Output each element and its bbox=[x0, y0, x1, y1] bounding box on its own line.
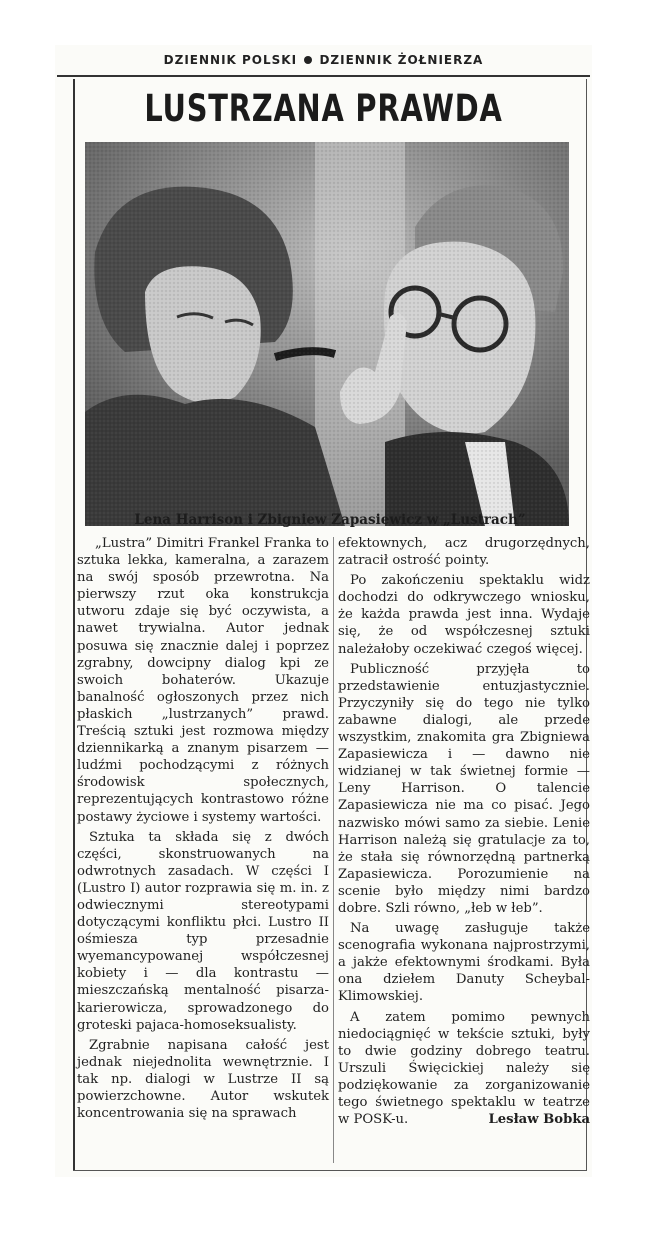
masthead-separator-icon bbox=[304, 56, 312, 64]
article-column-right bbox=[338, 535, 590, 1131]
frame-left-rule bbox=[73, 79, 75, 1171]
paragraph: Po zakończeniu spektaklu widz dochodzi do odkrywczego wniosku, że każda prawda jest inna. Wydaje się, że od współczesnej sztuki należałoby oczekiwać czegoś więcej. bbox=[338, 573, 590, 657]
masthead bbox=[55, 53, 592, 67]
article-photo bbox=[85, 142, 569, 526]
masthead-left: DZIENNIK POLSKI bbox=[163, 53, 298, 67]
newspaper-clipping bbox=[55, 45, 592, 1177]
paragraph: „Lustra” Dimitri Frankel Franka to sztuka lekka, kameralna, a zarazem na swój sposób przewrotna. Na pierwszy rzut oka konstrukcja utworu zdaje się być oczywista, a nawet trywialna. Autor jednak posuwa się znacznie dalej i poprzez zgrabny, dowcipny dialog kpi ze swoich bohaterów. Ukazuje banalność ogłoszonych przez nich płaskich „lustrzanych” prawd. Treścią sztuki jest rozmowa między dziennikarką a znanym pisarzem — ludźmi pochodzącymi z różnych środowisk społecznych, reprezentujących kontrastowo różne postawy życiowe i systemy wartości. bbox=[77, 536, 329, 825]
masthead-right: DZIENNIK ŻOŁNIERZA bbox=[319, 53, 484, 67]
photo-illustration bbox=[85, 142, 569, 526]
paragraph: Na uwagę zasługuje także scenografia wykonana najprostrzymi, a jakże efektownymi środkami. Była ona dziełem Danuty Scheybal-Klimowskiej. bbox=[338, 921, 590, 1005]
author-signature: Lesław Bobka bbox=[488, 1112, 590, 1128]
article-column-left bbox=[77, 535, 329, 1125]
paragraph: efektownych, acz drugorzędnych, zatracił ostrość pointy. bbox=[338, 536, 590, 569]
paragraph-text: A zatem pomimo pewnych niedociągnięć w tekście sztuki, były to dwie godziny dobrego teatru. Urszuli Święcickiej należy się podziękowanie za zorganizowanie tego świetnego spektaklu w teatrze w POSK-u. bbox=[338, 1009, 590, 1128]
masthead-rule bbox=[57, 75, 590, 77]
headline: LUSTRZANA PRAWDA bbox=[144, 87, 503, 130]
paragraph bbox=[338, 1009, 590, 1129]
paragraph: Publiczność przyjęła to przedstawienie entuzjastycznie. Przyczyniły się do tego nie tylko zabawne dialogi, ale przede wszystkim, znakomita gra Zbigniewa Zapasiewicza i — dawno nie widzianej w tak świetnej formie — Leny Harrison. O talencie Zapasiewicza nie ma co pisać. Jego nazwisko mówi samo za siebie. Lenie Harrison należą się gratulacje za to, że stała się równorzędną partnerką Zapasiewicza. Porozumienie na scenie było między nimi bardzo dobre. Szli równo, „łeb w łeb”. bbox=[338, 661, 590, 916]
frame-bottom-rule bbox=[73, 1170, 587, 1171]
photo-caption: Lena Harrison i Zbigniew Zapasiewicz w „Lustrach” bbox=[134, 512, 526, 528]
paragraph: Sztuka ta składa się z dwóch części, skonstruowanych na odwrotnych zasadach. W części I (Lustro I) autor rozprawia się m. in. z odwiecznymi stereotypami dotyczącymi konfliktu płci. Lustro II ośmiesza typ przesadnie wyemancypowanej współczesnej kobiety i — dla kontrastu — mieszczańską mentalność pisarza-karierowicza, sprowadzonego do groteski pajaca-homoseksualisty. bbox=[77, 829, 329, 1033]
paragraph: Zgrabnie napisana całość jest jednak niejednolita wewnętrznie. I tak np. dialogi w Lustrze II są powierzchowne. Autor wskutek koncentrowania się na sprawach bbox=[77, 1037, 329, 1122]
column-divider bbox=[333, 537, 334, 1163]
